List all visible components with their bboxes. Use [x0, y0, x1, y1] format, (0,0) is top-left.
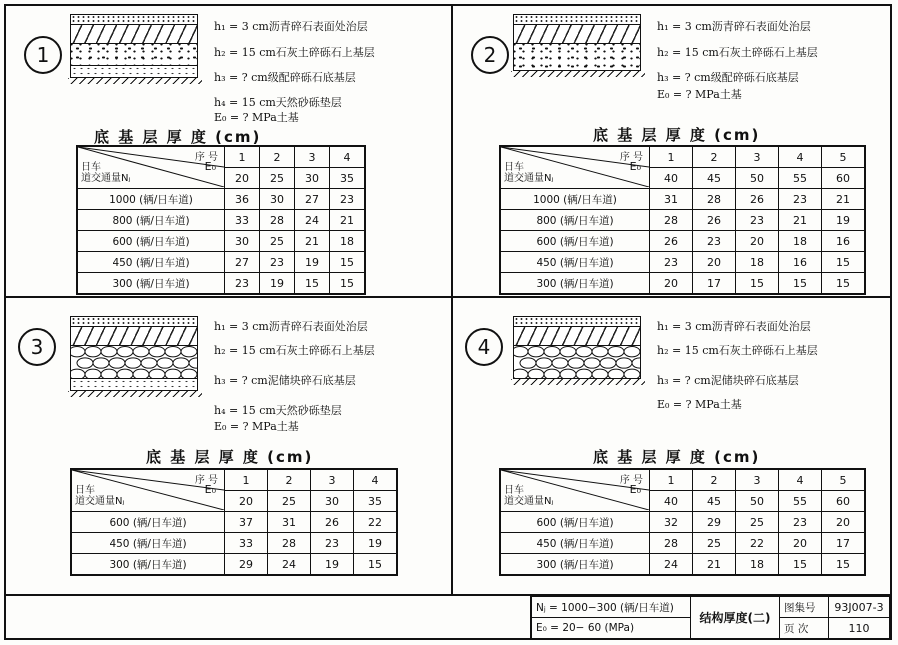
- header-seq-label: 序 号: [619, 152, 643, 163]
- title-block-table: [530, 596, 890, 639]
- thickness-table: [70, 468, 398, 576]
- thickness-cell: 15: [736, 273, 779, 295]
- thickness-cell: 23: [311, 533, 354, 554]
- layer-label: h₁ = 3 cm沥青碎石表面处治层: [214, 320, 368, 333]
- thickness-table: [76, 145, 366, 295]
- traffic-label-cell: 600 (辆/日车道): [500, 231, 650, 252]
- header-day-label: 日车: [504, 162, 524, 173]
- thickness-cell: 19: [354, 533, 398, 554]
- atlas-number: 93J007-3: [829, 597, 890, 618]
- subgrade-label: E₀ = ? MPa土基: [214, 420, 299, 433]
- thickness-cell: 25: [260, 231, 295, 252]
- thickness-cell: 32: [650, 512, 693, 533]
- thickness-cell: 21: [779, 210, 822, 231]
- thickness-cell: 15: [822, 252, 866, 273]
- thickness-cell: 28: [268, 533, 311, 554]
- table-row: [71, 554, 397, 576]
- thickness-cell: 24: [268, 554, 311, 576]
- thickness-cell: 20: [650, 273, 693, 295]
- thickness-cell: 18: [736, 252, 779, 273]
- header-row-seq: [500, 469, 865, 491]
- seq-cell: 3: [736, 146, 779, 168]
- layer-lime: [70, 326, 198, 346]
- layer-label: h₃ = ? cm泥储块碎石底基层: [657, 374, 799, 387]
- thickness-cell: 25: [736, 512, 779, 533]
- subgrade-label: E₀ = ? MPa土基: [657, 88, 742, 101]
- structure-panel-3: [6, 298, 452, 586]
- e0-cell: 20: [225, 491, 268, 512]
- thickness-cell: 23: [779, 512, 822, 533]
- e0-cell: 25: [268, 491, 311, 512]
- seq-cell: 4: [779, 146, 822, 168]
- thickness-cell: 29: [693, 512, 736, 533]
- thickness-cell: 26: [693, 210, 736, 231]
- thickness-cell: 26: [736, 189, 779, 210]
- header-row-seq: [500, 146, 865, 168]
- e0-cell: 35: [354, 491, 398, 512]
- thickness-cell: 25: [693, 533, 736, 554]
- subgrade-label: E₀ = ? MPa土基: [214, 111, 299, 124]
- panel-number-badge: 2: [471, 36, 509, 74]
- thickness-cell: 21: [295, 231, 330, 252]
- traffic-label-cell: 1000 (辆/日车道): [77, 189, 225, 210]
- thickness-cell: 30: [260, 189, 295, 210]
- traffic-label-cell: 300 (辆/日车道): [71, 554, 225, 576]
- layer-lime: [70, 24, 198, 44]
- traffic-label-cell: 600 (辆/日车道): [71, 512, 225, 533]
- thickness-cell: 15: [330, 252, 366, 273]
- thickness-cell: 28: [650, 210, 693, 231]
- layer-label: h₄ = 15 cm天然砂砾垫层: [214, 404, 342, 417]
- seq-cell: 1: [650, 469, 693, 491]
- thickness-cell: 24: [295, 210, 330, 231]
- thickness-cell: 23: [260, 252, 295, 273]
- thickness-cell: 19: [311, 554, 354, 576]
- thickness-cell: 28: [693, 189, 736, 210]
- diagonal-header-cell: [77, 146, 225, 189]
- table-row: [500, 533, 865, 554]
- header-row-seq: [77, 146, 365, 168]
- layer-sand: [70, 378, 198, 391]
- table-row: [500, 252, 865, 273]
- thickness-cell: 16: [822, 231, 866, 252]
- thickness-cell: 23: [650, 252, 693, 273]
- thickness-cell: 23: [736, 210, 779, 231]
- thickness-cell: 16: [779, 252, 822, 273]
- table-row: [500, 512, 865, 533]
- thickness-cell: 28: [260, 210, 295, 231]
- thickness-cell: 33: [225, 210, 260, 231]
- subgrade-hatch: [68, 391, 202, 397]
- header-seq-label: 序 号: [194, 475, 218, 486]
- thickness-table: [499, 145, 866, 295]
- seq-cell: 2: [268, 469, 311, 491]
- thickness-cell: 23: [330, 189, 366, 210]
- traffic-label-cell: 800 (辆/日车道): [500, 210, 650, 231]
- header-e0-label: E₀: [204, 160, 216, 173]
- thickness-cell: 26: [311, 512, 354, 533]
- thickness-cell: 20: [736, 231, 779, 252]
- e0-range: E₀ = 20− 60 (MPa): [531, 618, 691, 639]
- header-nj-label: 道交通量Nⱼ: [504, 496, 554, 507]
- panel-number-badge: 4: [465, 328, 503, 366]
- thickness-cell: 21: [330, 210, 366, 231]
- thickness-cell: 17: [693, 273, 736, 295]
- layer-stone: [513, 345, 641, 379]
- traffic-label-cell: 450 (辆/日车道): [77, 252, 225, 273]
- e0-cell: 45: [693, 491, 736, 512]
- traffic-label-cell: 1000 (辆/日车道): [500, 189, 650, 210]
- seq-cell: 5: [822, 469, 866, 491]
- layer-label: h₂ = 15 cm石灰土碎砾石上基层: [657, 344, 818, 357]
- header-e0-label: E₀: [629, 160, 641, 173]
- thickness-cell: 15: [330, 273, 366, 295]
- table-row: [71, 533, 397, 554]
- thickness-cell: 29: [225, 554, 268, 576]
- thickness-cell: 26: [650, 231, 693, 252]
- traffic-label-cell: 600 (辆/日车道): [500, 512, 650, 533]
- thickness-cell: 19: [260, 273, 295, 295]
- e0-cell: 40: [650, 491, 693, 512]
- layer-stone: [70, 345, 198, 379]
- thickness-cell: 27: [295, 189, 330, 210]
- thickness-table: [499, 468, 866, 576]
- e0-cell: 20: [225, 168, 260, 189]
- page-number: 110: [829, 618, 890, 639]
- seq-cell: 1: [225, 469, 268, 491]
- table-title: 底 基 层 厚 度 (cm): [593, 126, 761, 144]
- header-seq-label: 序 号: [619, 475, 643, 486]
- structure-panel-2: [453, 6, 898, 294]
- e0-cell: 30: [295, 168, 330, 189]
- thickness-cell: 15: [779, 554, 822, 576]
- seq-cell: 3: [311, 469, 354, 491]
- traffic-label-cell: 300 (辆/日车道): [500, 273, 650, 295]
- thickness-cell: 22: [354, 512, 398, 533]
- seq-cell: 1: [225, 146, 260, 168]
- e0-cell: 45: [693, 168, 736, 189]
- thickness-cell: 17: [822, 533, 866, 554]
- layer-graded: [70, 43, 198, 66]
- seq-cell: 1: [650, 146, 693, 168]
- table-row: [77, 210, 365, 231]
- thickness-cell: 21: [822, 189, 866, 210]
- seq-cell: 4: [779, 469, 822, 491]
- header-nj-label: 道交通量Nⱼ: [504, 173, 554, 184]
- traffic-label-cell: 300 (辆/日车道): [500, 554, 650, 576]
- header-e0-label: E₀: [204, 483, 216, 496]
- thickness-cell: 18: [779, 231, 822, 252]
- table-row: [500, 554, 865, 576]
- layer-label: h₃ = ? cm级配碎砾石底基层: [657, 71, 799, 84]
- thickness-cell: 15: [295, 273, 330, 295]
- panel-number-badge: 1: [24, 36, 62, 74]
- layer-label: h₁ = 3 cm沥青碎石表面处治层: [657, 20, 811, 33]
- seq-cell: 4: [330, 146, 366, 168]
- header-row-seq: [71, 469, 397, 491]
- structure-panel-1: [6, 6, 452, 294]
- thickness-cell: 18: [736, 554, 779, 576]
- header-nj-label: 道交通量Nⱼ: [81, 173, 131, 184]
- thickness-cell: 31: [268, 512, 311, 533]
- traffic-label-cell: 800 (辆/日车道): [77, 210, 225, 231]
- seq-cell: 2: [693, 146, 736, 168]
- thickness-cell: 20: [779, 533, 822, 554]
- e0-cell: 55: [779, 168, 822, 189]
- layer-sand: [70, 65, 198, 78]
- thickness-cell: 27: [225, 252, 260, 273]
- thickness-cell: 30: [225, 231, 260, 252]
- diagonal-header-cell: [500, 469, 650, 512]
- header-day-label: 日车: [504, 485, 524, 496]
- traffic-label-cell: 450 (辆/日车道): [500, 533, 650, 554]
- layer-lime: [513, 24, 641, 44]
- thickness-cell: 28: [650, 533, 693, 554]
- e0-cell: 30: [311, 491, 354, 512]
- page-label: 页 次: [780, 618, 829, 639]
- layer-label: h₄ = 15 cm天然砂砾垫层: [214, 96, 342, 109]
- thickness-cell: 15: [779, 273, 822, 295]
- table-title: 底 基 层 厚 度 (cm): [94, 128, 262, 146]
- diagonal-header-cell: [71, 469, 225, 512]
- thickness-cell: 23: [779, 189, 822, 210]
- thickness-cell: 15: [354, 554, 398, 576]
- subgrade-hatch: [511, 379, 645, 385]
- traffic-label-cell: 450 (辆/日车道): [500, 252, 650, 273]
- e0-cell: 50: [736, 168, 779, 189]
- table-row: [500, 273, 865, 295]
- thickness-cell: 15: [822, 554, 866, 576]
- subgrade-hatch: [68, 78, 202, 84]
- seq-cell: 5: [822, 146, 866, 168]
- panel-number-badge: 3: [18, 328, 56, 366]
- thickness-cell: 19: [295, 252, 330, 273]
- thickness-cell: 21: [693, 554, 736, 576]
- traffic-label-cell: 600 (辆/日车道): [77, 231, 225, 252]
- header-seq-label: 序 号: [194, 152, 218, 163]
- atlas-label: 图集号: [780, 597, 829, 618]
- thickness-cell: 22: [736, 533, 779, 554]
- seq-cell: 3: [736, 469, 779, 491]
- layer-label: h₂ = 15 cm石灰土碎砾石上基层: [214, 344, 375, 357]
- header-e0-label: E₀: [629, 483, 641, 496]
- seq-cell: 4: [354, 469, 398, 491]
- layer-graded: [513, 43, 641, 71]
- e0-cell: 60: [822, 491, 866, 512]
- e0-cell: 40: [650, 168, 693, 189]
- thickness-cell: 18: [330, 231, 366, 252]
- layer-label: h₁ = 3 cm沥青碎石表面处治层: [657, 320, 811, 333]
- thickness-cell: 20: [822, 512, 866, 533]
- e0-cell: 55: [779, 491, 822, 512]
- e0-cell: 25: [260, 168, 295, 189]
- sheet-title: 结构厚度(二): [691, 597, 780, 639]
- thickness-cell: 15: [822, 273, 866, 295]
- table-title: 底 基 层 厚 度 (cm): [593, 448, 761, 466]
- traffic-label-cell: 450 (辆/日车道): [71, 533, 225, 554]
- layer-lime: [513, 326, 641, 346]
- table-row: [500, 189, 865, 210]
- layer-label: h₃ = ? cm级配碎砾石底基层: [214, 71, 356, 84]
- subgrade-hatch: [511, 71, 645, 77]
- header-nj-label: 道交通量Nⱼ: [75, 496, 125, 507]
- header-day-label: 日车: [81, 162, 101, 173]
- seq-cell: 2: [260, 146, 295, 168]
- table-row: [77, 252, 365, 273]
- traffic-label-cell: 300 (辆/日车道): [77, 273, 225, 295]
- e0-cell: 60: [822, 168, 866, 189]
- diagonal-header-cell: [500, 146, 650, 189]
- thickness-cell: 36: [225, 189, 260, 210]
- table-title: 底 基 层 厚 度 (cm): [146, 448, 314, 466]
- layer-label: h₂ = 15 cm石灰土碎砾石上基层: [214, 46, 375, 59]
- subgrade-label: E₀ = ? MPa土基: [657, 398, 742, 411]
- thickness-cell: 19: [822, 210, 866, 231]
- seq-cell: 2: [693, 469, 736, 491]
- thickness-cell: 24: [650, 554, 693, 576]
- structure-panel-4: [453, 298, 898, 586]
- table-row: [71, 512, 397, 533]
- thickness-cell: 23: [693, 231, 736, 252]
- thickness-cell: 20: [693, 252, 736, 273]
- table-row: [500, 231, 865, 252]
- seq-cell: 3: [295, 146, 330, 168]
- layer-label: h₂ = 15 cm石灰土碎砾石上基层: [657, 46, 818, 59]
- thickness-cell: 31: [650, 189, 693, 210]
- thickness-cell: 37: [225, 512, 268, 533]
- header-day-label: 日车: [75, 485, 95, 496]
- e0-cell: 50: [736, 491, 779, 512]
- thickness-cell: 23: [225, 273, 260, 295]
- table-row: [500, 210, 865, 231]
- layer-label: h₁ = 3 cm沥青碎石表面处治层: [214, 20, 368, 33]
- thickness-cell: 33: [225, 533, 268, 554]
- nj-range: Nⱼ = 1000−300 (辆/日车道): [531, 597, 691, 618]
- e0-cell: 35: [330, 168, 366, 189]
- layer-label: h₃ = ? cm泥储块碎石底基层: [214, 374, 356, 387]
- table-row: [77, 273, 365, 295]
- table-row: [77, 231, 365, 252]
- table-row: [77, 189, 365, 210]
